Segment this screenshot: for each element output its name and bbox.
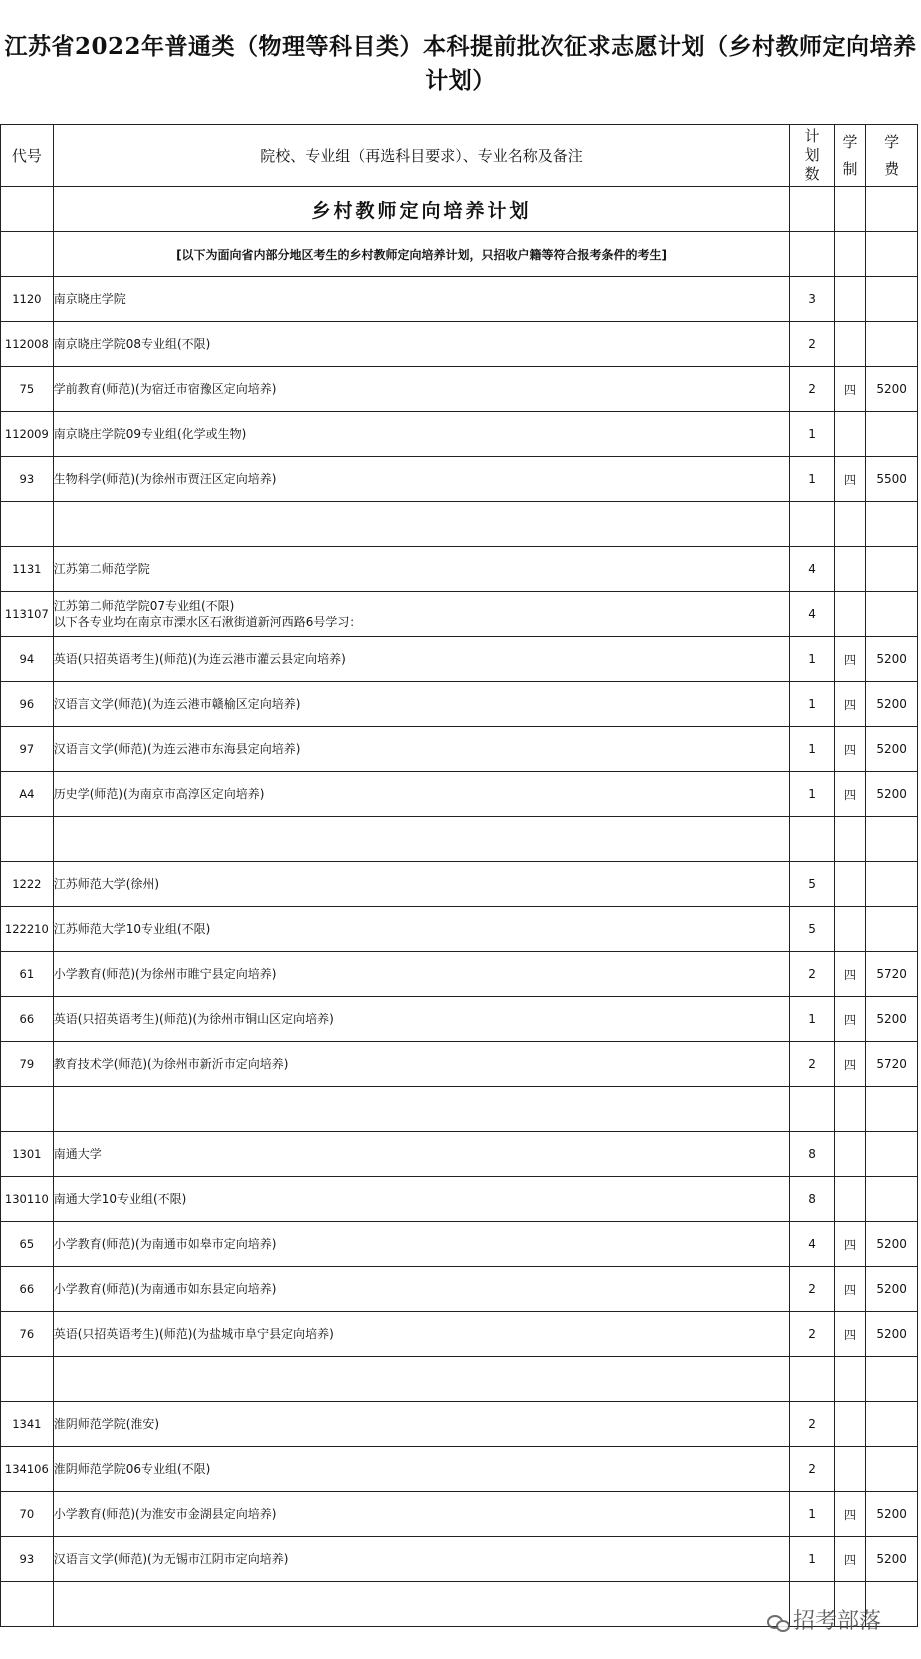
table-row <box>1 952 918 997</box>
row-duration: 四 <box>834 637 866 682</box>
row-name <box>53 862 790 907</box>
row-name <box>53 322 790 367</box>
row-fee <box>866 817 918 862</box>
table-row <box>1 1312 918 1357</box>
section-title: 乡村教师定向培养计划 <box>53 187 790 232</box>
row-name <box>53 547 790 592</box>
row-name-line: 教育技术学(师范)(为徐州市新沂市定向培养) <box>53 1057 289 1071</box>
row-name-line: 小学教育(师范)(为徐州市睢宁县定向培养) <box>53 967 277 981</box>
table-body <box>1 187 918 1627</box>
row-name <box>53 682 790 727</box>
row-name-line: 江苏第二师范学院 <box>53 562 150 576</box>
row-plan-count: 2 <box>790 1042 834 1087</box>
table-row <box>1 592 918 637</box>
table-row <box>1 727 918 772</box>
row-code: 66 <box>1 997 54 1042</box>
row-plan-count: 1 <box>790 457 834 502</box>
row-duration: 四 <box>834 682 866 727</box>
row-name <box>53 817 790 862</box>
note-row <box>1 232 918 277</box>
table-row <box>1 1222 918 1267</box>
table-header <box>1 125 918 187</box>
row-name <box>53 1402 790 1447</box>
row-duration <box>834 277 866 322</box>
row-name <box>53 772 790 817</box>
row-name-line: 江苏第二师范学院07专业组(不限) <box>53 599 235 613</box>
table-row <box>1 1357 918 1402</box>
row-plan-count: 2 <box>790 952 834 997</box>
row-duration <box>834 907 866 952</box>
row-code: 1301 <box>1 1132 54 1177</box>
row-fee <box>866 1447 918 1492</box>
wechat-icon <box>767 1613 789 1631</box>
row-fee <box>866 1402 918 1447</box>
table-row <box>1 862 918 907</box>
row-name <box>53 727 790 772</box>
row-name-line: 江苏师范大学10专业组(不限) <box>53 922 211 936</box>
row-name <box>53 1312 790 1357</box>
row-fee: 5200 <box>866 367 918 412</box>
row-code: 1120 <box>1 277 54 322</box>
table-row <box>1 457 918 502</box>
row-duration: 四 <box>834 1312 866 1357</box>
table-row <box>1 997 918 1042</box>
row-name <box>53 1132 790 1177</box>
row-fee: 5200 <box>866 682 918 727</box>
table-row <box>1 637 918 682</box>
row-plan-count: 2 <box>790 1402 834 1447</box>
row-code <box>1 502 54 547</box>
row-code <box>1 1087 54 1132</box>
row-fee: 5200 <box>866 997 918 1042</box>
row-fee: 5200 <box>866 1492 918 1537</box>
row-name <box>53 1042 790 1087</box>
row-name-line: 南通大学 <box>53 1147 102 1161</box>
row-duration: 四 <box>834 1492 866 1537</box>
row-plan-count <box>790 502 834 547</box>
row-duration: 四 <box>834 997 866 1042</box>
header-fee: 学 费 <box>866 125 918 187</box>
row-plan-count <box>790 817 834 862</box>
row-code: 112009 <box>1 412 54 457</box>
page-title: 江苏省2022年普通类（物理等科目类）本科提前批次征求志愿计划（乡村教师定向培养计划） <box>4 33 917 94</box>
row-name-line: 生物科学(师范)(为徐州市贾汪区定向培养) <box>53 472 277 486</box>
eligibility-note: [以下为面向省内部分地区考生的乡村教师定向培养计划，只招收户籍等符合报考条件的考生] <box>53 232 790 277</box>
row-fee: 5200 <box>866 1267 918 1312</box>
row-code: 93 <box>1 1537 54 1582</box>
table-row <box>1 277 918 322</box>
table-row <box>1 1177 918 1222</box>
row-plan-count: 1 <box>790 997 834 1042</box>
table-row <box>1 412 918 457</box>
row-name <box>53 1447 790 1492</box>
row-code: 61 <box>1 952 54 997</box>
row-plan-count: 2 <box>790 1312 834 1357</box>
table-row <box>1 367 918 412</box>
row-fee <box>866 547 918 592</box>
row-fee <box>866 592 918 637</box>
row-fee: 5200 <box>866 1222 918 1267</box>
table-row <box>1 1537 918 1582</box>
header-duration: 学 制 <box>834 125 866 187</box>
row-duration <box>834 817 866 862</box>
row-code: 96 <box>1 682 54 727</box>
row-code: 79 <box>1 1042 54 1087</box>
row-name-line: 南京晓庄学院 <box>53 292 126 306</box>
section-title-row <box>1 187 918 232</box>
row-plan-count: 5 <box>790 862 834 907</box>
row-code <box>1 817 54 862</box>
row-name-line: 学前教育(师范)(为宿迁市宿豫区定向培养) <box>53 382 277 396</box>
row-fee: 5500 <box>866 457 918 502</box>
row-plan-count: 1 <box>790 412 834 457</box>
row-code: 134106 <box>1 1447 54 1492</box>
row-fee <box>866 277 918 322</box>
row-code: 1131 <box>1 547 54 592</box>
row-duration <box>834 592 866 637</box>
table-row <box>1 772 918 817</box>
row-code: 113107 <box>1 592 54 637</box>
row-plan-count: 2 <box>790 367 834 412</box>
row-duration: 四 <box>834 367 866 412</box>
row-fee: 5200 <box>866 1537 918 1582</box>
row-name-line: 淮阴师范学院06专业组(不限) <box>53 1462 211 1476</box>
row-name-line: 南通大学10专业组(不限) <box>53 1192 187 1206</box>
row-name <box>53 952 790 997</box>
row-plan-count: 3 <box>790 277 834 322</box>
row-fee <box>866 1132 918 1177</box>
table-row <box>1 547 918 592</box>
row-plan-count: 1 <box>790 727 834 772</box>
admission-plan-table <box>0 124 918 1627</box>
row-plan-count: 4 <box>790 592 834 637</box>
row-fee: 5720 <box>866 1042 918 1087</box>
row-name <box>53 1492 790 1537</box>
row-duration <box>834 547 866 592</box>
row-fee <box>866 907 918 952</box>
row-code: 112008 <box>1 322 54 367</box>
row-name-line: 淮阴师范学院(淮安) <box>53 1417 160 1431</box>
row-name <box>53 1582 790 1627</box>
header-plan-count: 计 划 数 <box>790 125 834 187</box>
row-duration <box>834 1132 866 1177</box>
row-code: 75 <box>1 367 54 412</box>
header-description: 院校、专业组（再选科目要求）、专业名称及备注 <box>53 125 790 187</box>
row-code: 66 <box>1 1267 54 1312</box>
row-duration <box>834 862 866 907</box>
row-duration: 四 <box>834 952 866 997</box>
row-name-line: 汉语言文学(师范)(为连云港市东海县定向培养) <box>53 742 301 756</box>
table-row <box>1 1402 918 1447</box>
row-name-line: 小学教育(师范)(为南通市如皋市定向培养) <box>53 1237 277 1251</box>
row-plan-count: 1 <box>790 1537 834 1582</box>
row-name-line: 英语(只招英语考生)(师范)(为徐州市铜山区定向培养) <box>53 1012 334 1026</box>
row-name-line: 小学教育(师范)(为淮安市金湖县定向培养) <box>53 1507 277 1521</box>
row-code: 65 <box>1 1222 54 1267</box>
table-row <box>1 1267 918 1312</box>
row-duration <box>834 1447 866 1492</box>
row-name-line: 小学教育(师范)(为南通市如东县定向培养) <box>53 1282 277 1296</box>
row-name <box>53 1267 790 1312</box>
row-plan-count: 1 <box>790 682 834 727</box>
row-code: 122210 <box>1 907 54 952</box>
row-duration: 四 <box>834 727 866 772</box>
row-code: 1341 <box>1 1402 54 1447</box>
table-row <box>1 1132 918 1177</box>
row-duration: 四 <box>834 1042 866 1087</box>
row-name <box>53 502 790 547</box>
row-name-line: 英语(只招英语考生)(师范)(为盐城市阜宁县定向培养) <box>53 1327 334 1341</box>
table-row <box>1 1042 918 1087</box>
row-fee: 5200 <box>866 637 918 682</box>
row-plan-count: 4 <box>790 547 834 592</box>
row-code: 93 <box>1 457 54 502</box>
header-code: 代号 <box>1 125 54 187</box>
row-duration: 四 <box>834 1267 866 1312</box>
row-plan-count: 4 <box>790 1222 834 1267</box>
table-row <box>1 322 918 367</box>
row-name-subline: 以下各专业均在南京市溧水区石湫街道新河西路6号学习： <box>53 615 362 629</box>
row-name-line: 南京晓庄学院08专业组(不限) <box>53 337 211 351</box>
row-name <box>53 592 790 637</box>
table-row <box>1 502 918 547</box>
row-code: 1222 <box>1 862 54 907</box>
row-code <box>1 1357 54 1402</box>
row-plan-count <box>790 1357 834 1402</box>
row-name-line: 英语(只招英语考生)(师范)(为连云港市灌云县定向培养) <box>53 652 346 666</box>
row-plan-count: 2 <box>790 322 834 367</box>
row-duration: 四 <box>834 1222 866 1267</box>
row-code: 94 <box>1 637 54 682</box>
row-plan-count: 1 <box>790 772 834 817</box>
row-duration <box>834 1357 866 1402</box>
row-plan-count: 2 <box>790 1267 834 1312</box>
row-code: 76 <box>1 1312 54 1357</box>
row-name <box>53 907 790 952</box>
row-name <box>53 277 790 322</box>
row-name <box>53 457 790 502</box>
row-duration: 四 <box>834 457 866 502</box>
row-duration <box>834 1402 866 1447</box>
row-fee <box>866 1087 918 1132</box>
row-fee <box>866 862 918 907</box>
row-code: 70 <box>1 1492 54 1537</box>
row-plan-count: 1 <box>790 637 834 682</box>
row-fee <box>866 502 918 547</box>
table-row <box>1 682 918 727</box>
table-row <box>1 1087 918 1132</box>
row-name-line: 历史学(师范)(为南京市高淳区定向培养) <box>53 787 265 801</box>
table-row <box>1 817 918 862</box>
row-name <box>53 1222 790 1267</box>
row-fee <box>866 322 918 367</box>
row-duration <box>834 1177 866 1222</box>
row-code: 130110 <box>1 1177 54 1222</box>
row-fee: 5200 <box>866 1312 918 1357</box>
row-plan-count: 1 <box>790 1492 834 1537</box>
row-name-line: 汉语言文学(师范)(为连云港市赣榆区定向培养) <box>53 697 301 711</box>
row-name <box>53 1357 790 1402</box>
table-row <box>1 1447 918 1492</box>
row-duration: 四 <box>834 1537 866 1582</box>
watermark: 招考部落 <box>767 1604 881 1635</box>
row-fee: 5720 <box>866 952 918 997</box>
table-row <box>1 907 918 952</box>
row-name <box>53 637 790 682</box>
row-plan-count: 5 <box>790 907 834 952</box>
row-duration <box>834 502 866 547</box>
row-fee <box>866 1177 918 1222</box>
row-name-line: 江苏师范大学(徐州) <box>53 877 160 891</box>
row-fee: 5200 <box>866 727 918 772</box>
row-name <box>53 1087 790 1132</box>
row-name-line: 汉语言文学(师范)(为无锡市江阴市定向培养) <box>53 1552 289 1566</box>
row-name <box>53 412 790 457</box>
row-fee <box>866 1357 918 1402</box>
row-name-line: 南京晓庄学院09专业组(化学或生物) <box>53 427 247 441</box>
row-fee: 5200 <box>866 772 918 817</box>
row-plan-count: 8 <box>790 1132 834 1177</box>
row-name <box>53 1177 790 1222</box>
row-code <box>1 1582 54 1627</box>
row-name <box>53 367 790 412</box>
table-row <box>1 1492 918 1537</box>
row-name <box>53 997 790 1042</box>
row-duration <box>834 322 866 367</box>
row-duration <box>834 412 866 457</box>
row-name <box>53 1537 790 1582</box>
row-plan-count <box>790 1087 834 1132</box>
row-code: A4 <box>1 772 54 817</box>
row-fee <box>866 412 918 457</box>
row-duration: 四 <box>834 772 866 817</box>
row-plan-count: 2 <box>790 1447 834 1492</box>
row-duration <box>834 1087 866 1132</box>
row-plan-count: 8 <box>790 1177 834 1222</box>
row-code: 97 <box>1 727 54 772</box>
